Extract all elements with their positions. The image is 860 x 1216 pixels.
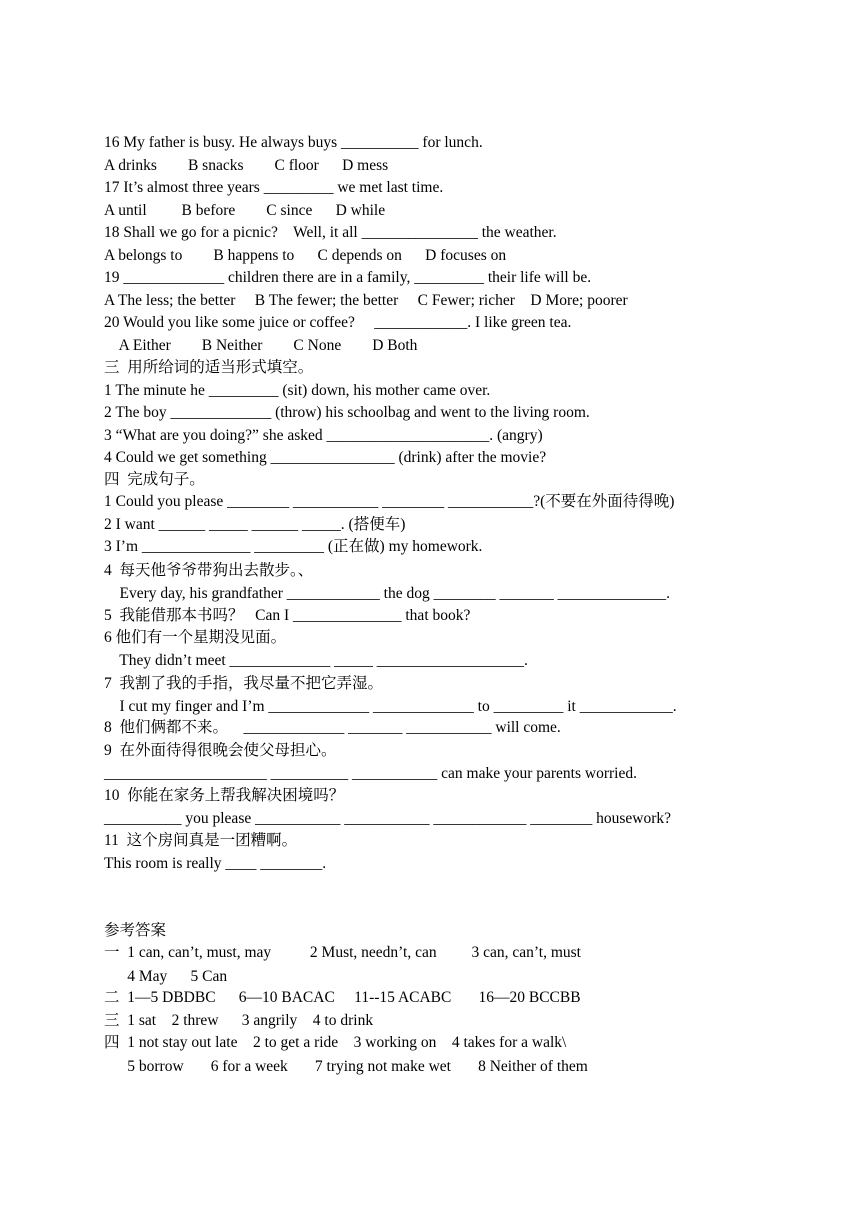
section-3-item-2: 2 The boy _____________ (throw) his schoolbag and went to the living room. bbox=[104, 404, 590, 421]
section-4-heading: 四 完成句子。 bbox=[104, 471, 205, 488]
section-4-item-9-prompt: 9 在外面待得很晚会使父母担心。 bbox=[104, 742, 337, 759]
section-4-item-3: 3 I’m ______________ _________ (正在做) my homework. bbox=[104, 538, 483, 555]
answer-key-heading: 参考答案 bbox=[104, 922, 167, 939]
section-4-item-4: Every day, his grandfather ____________ the dog ________ _______ ______________. bbox=[104, 585, 670, 602]
answer-key-section-2: 二 1—5 DBDBC 6—10 BACAC 11--15 ACABC 16—20 BCCBB bbox=[104, 989, 581, 1006]
answer-key-section-1-cont: 4 May 5 Can bbox=[104, 968, 228, 985]
section-4-item-10: __________ you please ___________ ___________ ____________ ________ housework? bbox=[104, 810, 671, 827]
question-16: 16 My father is busy. He always buys __________ for lunch. bbox=[104, 134, 483, 151]
section-4-item-11: This room is really ____ ________. bbox=[104, 855, 327, 872]
section-4-item-9: _____________________ __________ ___________ can make your parents worried. bbox=[104, 765, 637, 782]
question-19-options: A The less; the better B The fewer; the better C Fewer; richer D More; poorer bbox=[104, 292, 628, 309]
section-3-item-3: 3 “What are you doing?” she asked _____________________. (angry) bbox=[104, 427, 543, 444]
section-3-heading: 三 用所给词的适当形式填空。 bbox=[104, 359, 314, 376]
question-17: 17 It’s almost three years _________ we met last time. bbox=[104, 179, 444, 196]
section-4-item-7: I cut my finger and I’m _____________ _____________ to _________ it ____________. bbox=[104, 698, 677, 715]
section-4-item-10-prompt: 10 你能在家务上帮我解决困境吗？ bbox=[104, 787, 345, 804]
question-18-options: A belongs to B happens to C depends on D focuses on bbox=[104, 247, 507, 264]
answer-key-section-1: 一 1 can, can’t, must, may 2 Must, needn’t, can 3 can, can’t, must bbox=[104, 944, 581, 961]
section-3-item-4: 4 Could we get something ________________ (drink) after the movie? bbox=[104, 449, 547, 466]
section-4-item-6-prompt: 6 他们有一个星期没见面。 bbox=[104, 629, 287, 646]
question-20-options: A Either B Neither C None D Both bbox=[104, 337, 418, 354]
question-20: 20 Would you like some juice or coffee? ____________. I like green tea. bbox=[104, 314, 572, 331]
section-3-item-1: 1 The minute he _________ (sit) down, his mother came over. bbox=[104, 382, 491, 399]
question-19: 19 _____________ children there are in a family, _________ their life will be. bbox=[104, 269, 592, 286]
section-4-item-2: 2 I want ______ _____ ______ _____. (搭便车) bbox=[104, 516, 406, 533]
section-4-item-8: 8 他们俩都不来。 _____________ _______ ___________ will come. bbox=[104, 719, 561, 736]
section-4-item-5: 5 我能借那本书吗？ Can I ______________ that book? bbox=[104, 607, 471, 624]
question-17-options: A until B before C since D while bbox=[104, 202, 386, 219]
section-4-item-7-prompt: 7 我割了我的手指，我尽量不把它弄湿。 bbox=[104, 675, 384, 692]
answer-key-section-3: 三 1 sat 2 threw 3 angrily 4 to drink bbox=[104, 1012, 374, 1029]
question-16-options: A drinks B snacks C floor D mess bbox=[104, 157, 389, 174]
answer-key-section-4: 四 1 not stay out late 2 to get a ride 3 working on 4 takes for a walk\ bbox=[104, 1034, 567, 1051]
section-4-item-4-prompt: 4 每天他爷爷带狗出去散步。、 bbox=[104, 562, 314, 579]
answer-key-section-4-cont: 5 borrow 6 for a week 7 trying not make wet 8 Neither of them bbox=[104, 1058, 588, 1075]
question-18: 18 Shall we go for a picnic? Well, it all _______________ the weather. bbox=[104, 224, 557, 241]
section-4-item-6: They didn’t meet _____________ _____ ___________________. bbox=[104, 652, 528, 669]
section-4-item-1: 1 Could you please ________ ___________ ________ ___________?(不要在外面待得晚) bbox=[104, 493, 675, 510]
section-4-item-11-prompt: 11 这个房间真是一团糟啊。 bbox=[104, 832, 298, 849]
